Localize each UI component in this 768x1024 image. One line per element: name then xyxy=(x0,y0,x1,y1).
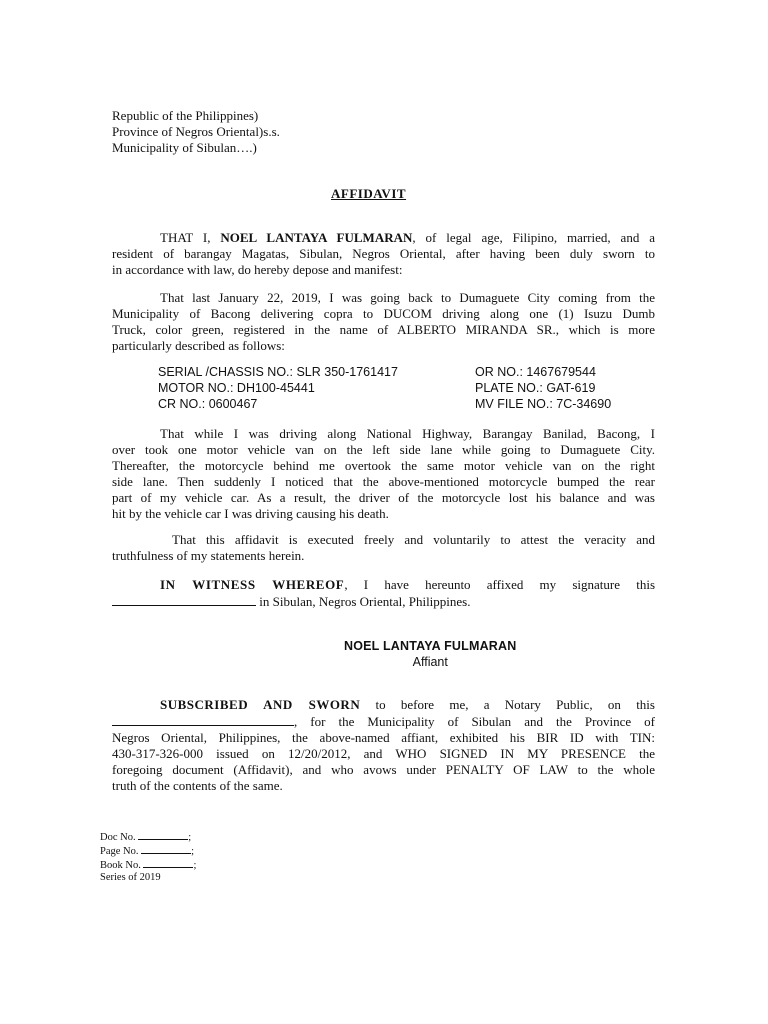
doc-no-blank[interactable] xyxy=(138,830,188,840)
signature-block xyxy=(344,638,517,670)
p2-line-1: That last January 22, 2019, I was going back to Dumaguete City coming from the xyxy=(160,290,655,305)
book-no-blank[interactable] xyxy=(143,858,193,868)
intro-lead: THAT I, xyxy=(160,230,221,245)
affiant-signature-name: NOEL LANTAYA FULMARAN xyxy=(344,639,517,653)
witness-rest: , I have hereunto affixed my signature this xyxy=(344,577,655,592)
p2-line-2: Municipality of Bacong delivering copra to DUCOM driving along one (1) Isuzu Dumb xyxy=(112,306,655,321)
p3-line-5: part of my vehicle car. As a result, the driver of the motorcycle lost his balance and was xyxy=(112,490,655,505)
p3-line-4: side lane. Then suddenly I noticed that the above-mentioned motorcycle bumped the rear xyxy=(112,474,655,489)
notary-line-4: 430-317-326-000 issued on 12/20/2012, and WHO SIGNED IN MY PRESENCE the xyxy=(112,746,655,761)
doc-no-label: Doc No. xyxy=(100,832,136,843)
p3-line-2: over took one motor vehicle van on the left side lane while going to Dumaguete City. xyxy=(112,442,655,457)
page-no-blank[interactable] xyxy=(141,844,191,854)
vehicle-row xyxy=(158,364,611,380)
header-line-3: Municipality of Sibulan….) xyxy=(112,140,257,155)
cr-no: CR NO.: 0600467 xyxy=(158,397,258,411)
document-title: AFFIDAVIT xyxy=(331,186,407,201)
intro-rest: , of legal age, Filipino, married, and a xyxy=(412,230,656,245)
vehicle-row xyxy=(158,380,611,396)
notary-heading: SUBSCRIBED AND SWORN xyxy=(160,697,361,712)
p2-line-3: Truck, color green, registered in the name of ALBERTO MIRANDA SR., which is more xyxy=(112,322,655,337)
paragraph-intro xyxy=(112,230,655,278)
page-no-label: Page No. xyxy=(100,846,139,857)
notary-line-6: truth of the contents of the same. xyxy=(112,778,283,793)
page-no-row xyxy=(100,844,196,858)
motor-no: MOTOR NO.: DH100-45441 xyxy=(158,381,315,395)
notary-line-2-text: , for the Municipality of Sibulan and the Province of xyxy=(294,714,655,729)
p3-line-6: hit by the vehicle car I was driving causing his death. xyxy=(112,506,389,521)
notary-line-3: Negros Oriental, Philippines, the above-named affiant, exhibited his BIR ID with TIN: xyxy=(112,730,655,745)
doc-no-row xyxy=(100,830,196,844)
intro-line-1 xyxy=(112,230,655,246)
notary-line-5: foregoing document (Affidavit), and who avows under PENALTY OF LAW to the whole xyxy=(112,762,655,777)
header-line-1: Republic of the Philippines) xyxy=(112,108,259,123)
p2-line-4: particularly described as follows: xyxy=(112,338,285,353)
page-no-semicolon: ; xyxy=(191,846,195,857)
notarial-register xyxy=(100,830,196,884)
doc-no-semicolon: ; xyxy=(188,832,192,843)
paragraph-incident-intro xyxy=(112,290,655,354)
witness-line-2 xyxy=(112,593,655,610)
venue-header xyxy=(112,108,280,156)
affiant-role: Affiant xyxy=(412,655,448,669)
notary-rest: to before me, a Notary Public, on this xyxy=(360,697,655,712)
or-no: OR NO.: 1467679544 xyxy=(475,365,596,379)
date-blank[interactable] xyxy=(112,593,256,606)
paragraph-notary xyxy=(112,697,655,794)
notary-line-1 xyxy=(112,697,655,713)
book-no-label: Book No. xyxy=(100,860,141,871)
vehicle-row xyxy=(158,396,611,412)
notary-date-blank[interactable] xyxy=(112,713,294,726)
p4-line-2: truthfulness of my statements herein. xyxy=(112,548,305,563)
plate-no: PLATE NO.: GAT-619 xyxy=(475,381,596,395)
affiant-name: NOEL LANTAYA FULMARAN xyxy=(220,230,413,245)
witness-line-1 xyxy=(112,577,655,593)
paragraph-attestation xyxy=(112,532,655,564)
book-no-row xyxy=(100,858,196,872)
intro-line-2: resident of barangay Magatas, Sibulan, Negros Oriental, after having been duly sworn to xyxy=(112,246,655,261)
mv-file-no: MV FILE NO.: 7C-34690 xyxy=(475,397,612,411)
p3-line-3: Thereafter, the motorcycle behind me overtook the same motor vehicle van on the right xyxy=(112,458,655,473)
witness-heading: IN WITNESS WHEREOF xyxy=(160,577,345,592)
paragraph-witness xyxy=(112,577,655,610)
serial-chassis-no: SERIAL /CHASSIS NO.: SLR 350-1761417 xyxy=(158,365,398,379)
witness-place: in Sibulan, Negros Oriental, Philippines. xyxy=(256,594,471,609)
header-line-2: Province of Negros Oriental)s.s. xyxy=(112,124,280,139)
p3-line-1: That while I was driving along National Highway, Barangay Banilad, Bacong, I xyxy=(160,426,655,441)
book-no-semicolon: ; xyxy=(193,860,197,871)
vehicle-details xyxy=(158,364,611,412)
notary-line-2 xyxy=(112,713,655,730)
p4-line-1: That this affidavit is executed freely and voluntarily to attest the veracity and xyxy=(172,532,655,547)
series-row: Series of 2019 xyxy=(100,872,161,883)
paragraph-incident xyxy=(112,426,655,522)
intro-line-3: in accordance with law, do hereby depose and manifest: xyxy=(112,262,403,277)
